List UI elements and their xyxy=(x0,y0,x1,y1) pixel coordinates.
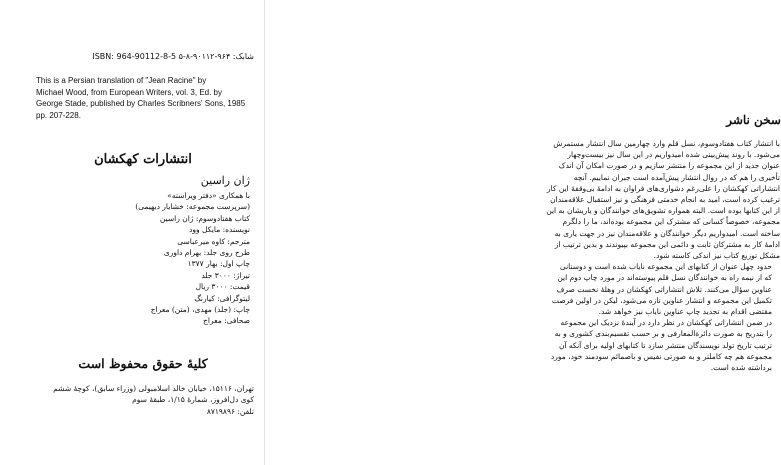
text-line: ترتیب تاریخ تولد نویسندگان منتشر سازد تا کتابهای اولیه برای آنکه آن xyxy=(558,340,772,350)
text-line: که از نیمه راه به خوانندگان نسل قلم پیوسته‌اند در مورد چاپ دوم این xyxy=(557,273,772,283)
section-heading: سخن ناشر xyxy=(726,113,781,127)
text-line: انتشاراتی کهکشان را علی‌رغم دشواری‌های فراوان به ادامهٔ بی‌وقفهٔ این کار xyxy=(547,183,780,193)
text-line: مقتضی اقدام به تجدید چاپ عناوین نایاب نیز خواهد شد. xyxy=(598,307,772,317)
address-line: تهران، ۱۵۱۱۶، خیابان خالد اسلامبولی (وزراء سابق)، کوچهٔ ششم xyxy=(53,384,254,393)
paragraph xyxy=(544,138,780,261)
text-line: عنوان جدید از این مجموعه را منتشر سازیم و در صورت امکان آن اندک xyxy=(558,161,780,171)
detail-line: مترجم: کاوه میرعباسی xyxy=(177,236,250,246)
text-line: ترغیب کرده است، امید به انجام خدمتی فرهنگی و نیز استقبال علاقه‌مندان xyxy=(550,195,780,205)
text-line: عناوین سؤال می‌کنند. تلاش انتشاراتی کهکشان در وهلهٔ نخست صرف xyxy=(556,284,772,294)
detail-line: لیتوگرافی: کیارنگ xyxy=(194,293,250,303)
text-line: تکمیل این مجموعه و انتشار عناوین تازه می‌شود، لیکن در اولین فرصت xyxy=(551,295,772,305)
publisher-address xyxy=(50,383,254,417)
isbn-line: ISBN: 964-90112-8-5 شابک: ۹۶۴-۹۰۱۱۲-۸-۵ xyxy=(92,52,254,61)
translation-credit xyxy=(36,75,252,121)
detail-line: طرح روی جلد: بهرام داوری xyxy=(163,248,250,258)
text-line: مجموعه، خصوصاً کسانی که مشترک این مجموعه بوده‌اند، ما را دلگرم xyxy=(562,217,780,227)
detail-line: چاپ: (جلد) مهدی، (متن) معراج xyxy=(150,305,250,315)
detail-line: نویسنده: مایکل وود xyxy=(189,225,250,235)
paragraph xyxy=(544,261,780,317)
paragraph xyxy=(544,317,780,373)
address-line: تلفن: ۸۷۱۹۸۹۶ xyxy=(206,406,254,416)
copyright-page xyxy=(0,0,264,465)
text-line: با انتشار کتاب هفتادوسوم، نسل قلم وارد چهارمین سال انتشار مستمرش xyxy=(553,139,780,148)
rights-reserved: کلیهٔ حقوق محفوظ است xyxy=(78,356,208,371)
text-line: از این کتابها بوده است. البته همواره تشویق‌های خوانندگان و یاریشان به این xyxy=(546,206,780,216)
text-line: مشکل توزیع کتاب نیز اندکی کاسته شود. xyxy=(653,251,780,261)
detail-line: کتاب هفتادوسوم: ژان راسین xyxy=(159,213,250,223)
text-line: ساخته است. امیدواریم دیگر خوانندگان و علاقه‌مندان نیز در جهت یاری به xyxy=(554,228,780,238)
credit-line: George Stade, published by Charles Scribners' Sons, 1985 xyxy=(36,99,246,108)
text-line: حدود چهل عنوان از کتابهای این مجموعه نایاب شده است و دوستانی xyxy=(559,262,772,272)
text-line: در ضمن انتشاراتی کهکشان در نظر دارد در آیندهٔ نزدیک این مجموعه xyxy=(560,318,772,328)
book-title: ژان راسین xyxy=(200,174,250,187)
credit-line: pp. 207-228. xyxy=(36,110,81,120)
text-line: می‌شود. با روند پیش‌بینی شده امیدواریم در این سال نیز بیست‌وچهار xyxy=(567,150,780,160)
publisher-note-page xyxy=(265,0,781,465)
address-line: کوی دل‌افروز، شمارهٔ ۱/۱۵، طبقهٔ سوم xyxy=(132,395,254,405)
detail-line: صحافی: معراج xyxy=(203,316,250,326)
publisher-note-body xyxy=(544,138,780,373)
publication-details xyxy=(60,190,250,327)
credit-line: Michael Wood, from European Writers, vol. 3, Ed. by xyxy=(36,87,223,97)
credit-line: This is a Persian translation of "Jean Racine" by xyxy=(36,76,207,85)
text-line: تأخیری را هم که در روال انتشار پیش‌آمده است جبران نماییم. آنچه xyxy=(573,172,780,182)
detail-line: (سرپرست مجموعه: خشایار دیهیمی) xyxy=(135,202,250,212)
detail-line: چاپ اول: بهار ۱۳۷۷ xyxy=(187,259,250,269)
detail-line: قیمت: ۳۰۰۰ ریال xyxy=(195,282,250,292)
detail-line: تیراژ: ۳۰۰۰ جلد xyxy=(201,270,250,280)
text-line: مجموعه هم چه کاملتر و به صورتی نفیس و باصمائم سودمند خود، مورد xyxy=(550,351,772,361)
text-line: را بتدریج به صورت دائرةالمعارفی و بر حسب تقسیم‌بندی کشوری و به xyxy=(554,329,772,339)
publisher-name: انتشارات کهکشان xyxy=(94,152,192,167)
text-line: برداشته شده است. xyxy=(710,363,772,373)
text-line: ادامهٔ کار به مشترکان ثابت و دائمی این مجموعه بپیوندند و بدین ترتیب از xyxy=(554,239,780,249)
detail-line: با همکاری «دفتر ویراسته» xyxy=(167,191,250,200)
